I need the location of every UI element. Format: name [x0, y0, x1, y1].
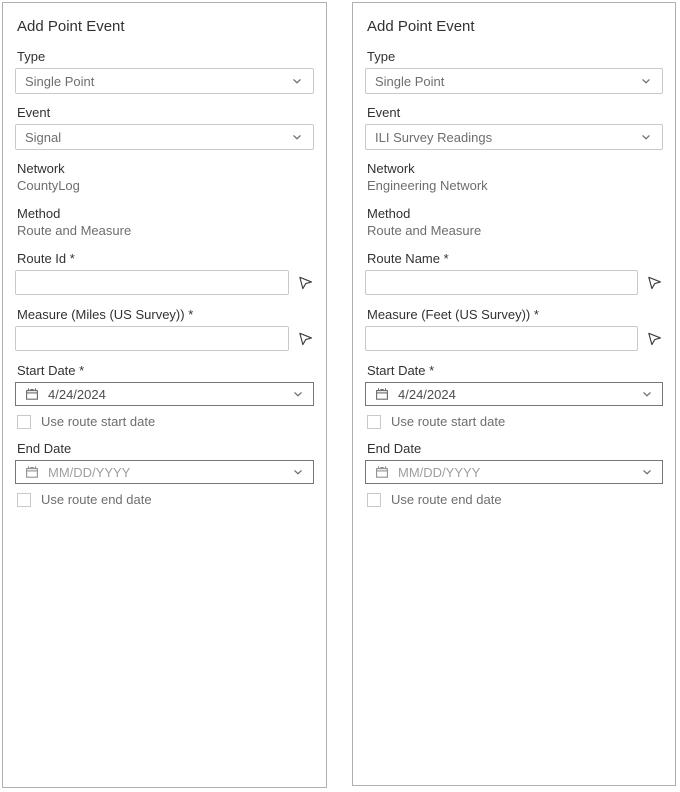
start-date-label: Start Date *	[17, 363, 85, 378]
pick-from-map-button[interactable]	[296, 274, 314, 292]
event-label: Event	[367, 105, 401, 120]
network-value: Engineering Network	[367, 178, 488, 193]
chevron-down-icon	[640, 465, 654, 479]
event-select[interactable]	[15, 124, 314, 150]
type-select[interactable]	[15, 68, 314, 94]
type-label: Type	[367, 49, 396, 64]
end-date-placeholder: MM/DD/YYYY	[398, 464, 481, 480]
chevron-down-icon	[290, 130, 304, 144]
start-date-value: 4/24/2024	[398, 386, 456, 402]
type-label: Type	[17, 49, 46, 64]
end-date-picker[interactable]	[365, 460, 663, 484]
start-date-picker[interactable]	[15, 382, 314, 406]
event-select-value: Signal	[25, 129, 62, 145]
event-label: Event	[17, 105, 51, 120]
map-pointer-icon	[646, 330, 663, 347]
method-label: Method	[17, 206, 61, 221]
method-value: Route and Measure	[17, 223, 132, 238]
panel-title: Add Point Event	[17, 18, 125, 35]
chevron-down-icon	[639, 130, 653, 144]
map-pointer-icon	[646, 274, 663, 291]
use-route-end-date-label: Use route end date	[41, 492, 152, 507]
use-route-start-date-checkbox[interactable]	[367, 415, 381, 429]
calendar-icon	[24, 464, 40, 480]
type-select-value: Single Point	[25, 73, 95, 89]
measure-input[interactable]	[365, 326, 638, 351]
end-date-label: End Date	[367, 441, 422, 456]
chevron-down-icon	[291, 387, 305, 401]
end-date-placeholder: MM/DD/YYYY	[48, 464, 131, 480]
start-date-picker[interactable]	[365, 382, 663, 406]
use-route-start-date-checkbox[interactable]	[17, 415, 31, 429]
add-point-event-panel-right	[352, 2, 676, 786]
route-name-label: Route Name *	[367, 251, 449, 266]
map-pointer-icon	[297, 330, 314, 347]
type-select[interactable]	[365, 68, 663, 94]
chevron-down-icon	[640, 387, 654, 401]
use-route-start-date-label: Use route start date	[391, 414, 506, 429]
method-label: Method	[367, 206, 411, 221]
pick-from-map-button[interactable]	[296, 330, 314, 348]
use-route-start-date-label: Use route start date	[41, 414, 156, 429]
route-id-label: Route Id *	[17, 251, 75, 266]
pick-from-map-button[interactable]	[645, 330, 663, 348]
chevron-down-icon	[290, 74, 304, 88]
panel-title: Add Point Event	[367, 18, 475, 35]
start-date-label: Start Date *	[367, 363, 435, 378]
calendar-icon	[374, 386, 390, 402]
event-select-value: ILI Survey Readings	[375, 129, 493, 145]
chevron-down-icon	[639, 74, 653, 88]
measure-input[interactable]	[15, 326, 289, 351]
route-name-input[interactable]	[365, 270, 638, 295]
calendar-icon	[374, 464, 390, 480]
end-date-label: End Date	[17, 441, 72, 456]
network-label: Network	[367, 161, 415, 176]
type-select-value: Single Point	[375, 73, 445, 89]
event-select[interactable]	[365, 124, 663, 150]
calendar-icon	[24, 386, 40, 402]
add-point-event-panel-left	[2, 2, 327, 788]
network-label: Network	[17, 161, 65, 176]
measure-label: Measure (Feet (US Survey)) *	[367, 307, 539, 322]
start-date-value: 4/24/2024	[48, 386, 106, 402]
route-id-input[interactable]	[15, 270, 289, 295]
method-value: Route and Measure	[367, 223, 482, 238]
use-route-end-date-checkbox[interactable]	[367, 493, 381, 507]
network-value: CountyLog	[17, 178, 80, 193]
chevron-down-icon	[291, 465, 305, 479]
use-route-end-date-label: Use route end date	[391, 492, 502, 507]
map-pointer-icon	[297, 274, 314, 291]
pick-from-map-button[interactable]	[645, 274, 663, 292]
measure-label: Measure (Miles (US Survey)) *	[17, 307, 194, 322]
end-date-picker[interactable]	[15, 460, 314, 484]
use-route-end-date-checkbox[interactable]	[17, 493, 31, 507]
